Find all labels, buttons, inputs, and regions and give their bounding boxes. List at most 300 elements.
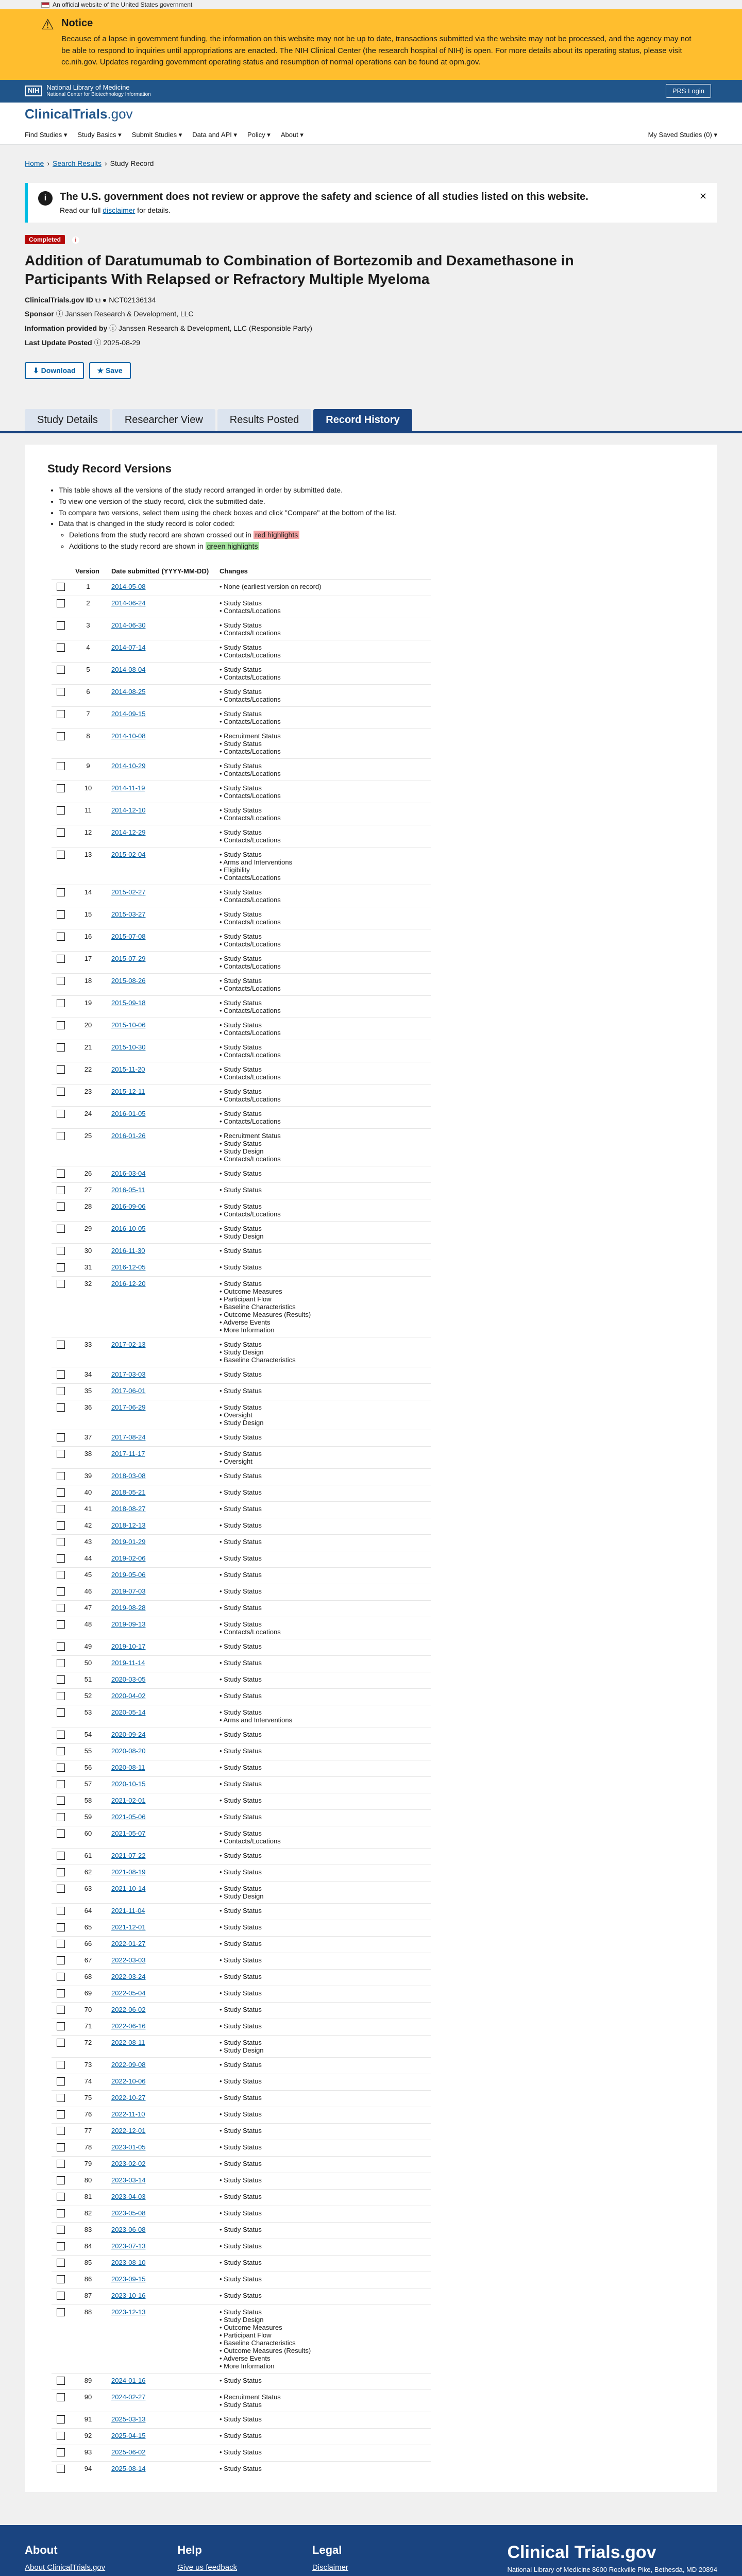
col-changes: Changes bbox=[220, 567, 248, 575]
footer-link[interactable]: About ClinicalTrials.gov bbox=[25, 2563, 106, 2572]
compare-checkbox[interactable] bbox=[57, 828, 65, 837]
change-item: • Study Status bbox=[220, 2110, 426, 2118]
table-row bbox=[52, 729, 431, 759]
compare-checkbox[interactable] bbox=[57, 1604, 65, 1612]
version-date-link[interactable]: 2020-08-20 bbox=[111, 1747, 146, 1755]
version-date-link[interactable]: 2018-12-13 bbox=[111, 1521, 146, 1530]
compare-checkbox[interactable] bbox=[57, 2176, 65, 2184]
date-cell bbox=[106, 2124, 214, 2140]
compare-checkbox[interactable] bbox=[57, 1829, 65, 1838]
update-label: Last Update Posted bbox=[25, 338, 92, 347]
breadcrumb-home[interactable]: Home bbox=[25, 159, 44, 167]
version-date-link[interactable]: 2015-07-29 bbox=[111, 955, 146, 963]
select-cell bbox=[52, 1244, 70, 1260]
version-date-link[interactable]: 2014-05-08 bbox=[111, 583, 146, 591]
changes-cell bbox=[214, 996, 431, 1018]
version-number: 43 bbox=[70, 1535, 106, 1551]
version-number: 66 bbox=[70, 1937, 106, 1953]
version-date-link[interactable]: 2014-06-30 bbox=[111, 621, 146, 630]
prs-login-button[interactable]: PRS Login bbox=[666, 84, 711, 98]
compare-checkbox[interactable] bbox=[57, 2226, 65, 2234]
compare-checkbox[interactable] bbox=[57, 1225, 65, 1233]
footer-link[interactable]: Give us feedback bbox=[177, 2563, 238, 2572]
compare-checkbox[interactable] bbox=[57, 2432, 65, 2440]
version-date-link[interactable]: 2015-02-04 bbox=[111, 851, 146, 859]
compare-checkbox[interactable] bbox=[57, 1247, 65, 1255]
version-date-link[interactable]: 2019-10-17 bbox=[111, 1642, 146, 1651]
table-row bbox=[52, 1672, 431, 1689]
select-cell bbox=[52, 1920, 70, 1937]
select-cell bbox=[52, 1865, 70, 1882]
version-date-link[interactable]: 2022-09-08 bbox=[111, 2061, 146, 2069]
select-cell bbox=[52, 2074, 70, 2091]
select-cell bbox=[52, 1183, 70, 1199]
compare-checkbox[interactable] bbox=[57, 1813, 65, 1821]
compare-checkbox[interactable] bbox=[57, 1923, 65, 1931]
version-number: 48 bbox=[70, 1617, 106, 1639]
version-date-link[interactable]: 2018-08-27 bbox=[111, 1505, 146, 1513]
version-date-link[interactable]: 2016-03-04 bbox=[111, 1170, 146, 1178]
version-date-link[interactable]: 2022-06-02 bbox=[111, 2006, 146, 2014]
footer-link[interactable]: Disclaimer bbox=[312, 2563, 348, 2572]
compare-checkbox[interactable] bbox=[57, 2110, 65, 2119]
compare-checkbox[interactable] bbox=[57, 1620, 65, 1629]
table-row bbox=[52, 1430, 431, 1447]
changes-cell bbox=[214, 2462, 431, 2478]
compare-checkbox[interactable] bbox=[57, 1659, 65, 1667]
compare-checkbox[interactable] bbox=[57, 1341, 65, 1349]
version-date-link[interactable]: 2025-08-14 bbox=[111, 2465, 146, 2473]
change-item: • Recruitment Status bbox=[220, 732, 426, 740]
compare-checkbox[interactable] bbox=[57, 710, 65, 718]
version-date-link[interactable]: 2015-03-27 bbox=[111, 910, 146, 919]
version-date-link[interactable]: 2020-08-11 bbox=[111, 1764, 145, 1772]
compare-checkbox[interactable] bbox=[57, 1043, 65, 1052]
close-icon[interactable]: ✕ bbox=[699, 191, 707, 201]
version-date-link[interactable]: 2021-11-04 bbox=[111, 1907, 145, 1915]
compare-checkbox[interactable] bbox=[57, 2160, 65, 2168]
compare-checkbox[interactable] bbox=[57, 2094, 65, 2102]
change-item: • Outcome Measures bbox=[220, 2324, 426, 2331]
tab-results-posted[interactable]: Results Posted bbox=[217, 409, 312, 431]
compare-checkbox[interactable] bbox=[57, 1521, 65, 1530]
version-date-link[interactable]: 2022-03-24 bbox=[111, 1973, 146, 1981]
change-item: • Contacts/Locations bbox=[220, 748, 426, 755]
version-date-link[interactable]: 2019-02-06 bbox=[111, 1554, 146, 1563]
compare-checkbox[interactable] bbox=[57, 2143, 65, 2151]
version-date-link[interactable]: 2015-11-20 bbox=[111, 1065, 145, 1074]
compare-checkbox[interactable] bbox=[57, 599, 65, 607]
compare-checkbox[interactable] bbox=[57, 2465, 65, 2473]
compare-checkbox[interactable] bbox=[57, 1263, 65, 1272]
compare-checkbox[interactable] bbox=[57, 888, 65, 896]
compare-checkbox[interactable] bbox=[57, 1907, 65, 1915]
version-number: 15 bbox=[70, 907, 106, 929]
version-date-link[interactable]: 2023-06-08 bbox=[111, 2226, 146, 2234]
compare-checkbox[interactable] bbox=[57, 2393, 65, 2401]
compare-checkbox[interactable] bbox=[57, 1132, 65, 1140]
version-date-link[interactable]: 2016-01-26 bbox=[111, 1132, 146, 1140]
select-cell bbox=[52, 1760, 70, 1777]
info-circle-icon[interactable]: ⓘ bbox=[94, 338, 102, 347]
compare-checkbox[interactable] bbox=[57, 1472, 65, 1480]
compare-checkbox[interactable] bbox=[57, 666, 65, 674]
compare-checkbox[interactable] bbox=[57, 784, 65, 792]
date-cell bbox=[106, 759, 214, 781]
date-cell bbox=[106, 1865, 214, 1882]
compare-checkbox[interactable] bbox=[57, 1989, 65, 1997]
compare-checkbox[interactable] bbox=[57, 1973, 65, 1981]
version-date-link[interactable]: 2020-03-05 bbox=[111, 1675, 146, 1684]
disclaimer-link[interactable]: disclaimer bbox=[103, 206, 136, 214]
compare-checkbox[interactable] bbox=[57, 2039, 65, 2047]
table-row bbox=[52, 1584, 431, 1601]
nlm-logo[interactable] bbox=[25, 84, 151, 97]
version-date-link[interactable]: 2015-12-11 bbox=[111, 1088, 145, 1096]
select-cell bbox=[52, 1727, 70, 1744]
nav-policy[interactable]: Policy ▾ bbox=[247, 131, 271, 139]
version-date-link[interactable]: 2022-10-06 bbox=[111, 2077, 146, 2086]
compare-checkbox[interactable] bbox=[57, 999, 65, 1007]
info-circle-icon[interactable]: i bbox=[72, 236, 79, 244]
version-date-link[interactable]: 2020-09-24 bbox=[111, 1731, 146, 1739]
version-date-link[interactable]: 2023-03-14 bbox=[111, 2176, 146, 2184]
compare-checkbox[interactable] bbox=[57, 2127, 65, 2135]
change-item: • Study Status bbox=[220, 2193, 426, 2200]
nav-saved-studies[interactable]: My Saved Studies (0) ▾ bbox=[648, 131, 717, 139]
compare-checkbox[interactable] bbox=[57, 1403, 65, 1412]
version-date-link[interactable]: 2021-02-01 bbox=[111, 1797, 146, 1805]
version-date-link[interactable]: 2018-03-08 bbox=[111, 1472, 146, 1480]
compare-checkbox[interactable] bbox=[57, 806, 65, 815]
footer-logo[interactable] bbox=[507, 2544, 717, 2576]
select-cell bbox=[52, 1617, 70, 1639]
select-cell bbox=[52, 2289, 70, 2305]
compare-checkbox[interactable] bbox=[57, 1571, 65, 1579]
version-date-link[interactable]: 2022-05-04 bbox=[111, 1989, 146, 1997]
version-date-link[interactable]: 2023-05-08 bbox=[111, 2209, 146, 2217]
compare-checkbox[interactable] bbox=[57, 955, 65, 963]
nav-find-studies[interactable]: Find Studies ▾ bbox=[25, 131, 68, 139]
compare-checkbox[interactable] bbox=[57, 2448, 65, 2456]
table-row bbox=[52, 2190, 431, 2206]
compare-checkbox[interactable] bbox=[57, 1538, 65, 1546]
breadcrumb-search[interactable]: Search Results bbox=[53, 159, 102, 167]
version-date-link[interactable]: 2019-09-13 bbox=[111, 1620, 146, 1629]
version-date-link[interactable]: 2020-04-02 bbox=[111, 1692, 146, 1700]
change-item: • Contacts/Locations bbox=[220, 1837, 426, 1845]
version-date-link[interactable]: 2016-05-11 bbox=[111, 1186, 145, 1194]
nav-study-basics[interactable]: Study Basics ▾ bbox=[77, 131, 122, 139]
change-item: • Study Status bbox=[220, 1940, 426, 1947]
version-date-link[interactable]: 2021-12-01 bbox=[111, 1923, 146, 1931]
compare-checkbox[interactable] bbox=[57, 1885, 65, 1893]
changes-cell bbox=[214, 685, 431, 707]
change-item: • Study Status bbox=[220, 1505, 426, 1513]
compare-checkbox[interactable] bbox=[57, 1370, 65, 1379]
change-item: • Study Status bbox=[220, 2275, 426, 2283]
status-text: Completed bbox=[29, 235, 61, 243]
version-date-link[interactable]: 2023-09-15 bbox=[111, 2275, 146, 2283]
deletion-text: Deletions from the study record are shown crossed out in bbox=[69, 531, 252, 539]
version-date-link[interactable]: 2020-05-14 bbox=[111, 1708, 146, 1717]
version-date-link[interactable]: 2014-12-29 bbox=[111, 828, 146, 837]
sponsor-label: Sponsor bbox=[25, 310, 54, 318]
tab-study-details[interactable]: Study Details bbox=[25, 409, 110, 431]
compare-checkbox[interactable] bbox=[57, 2292, 65, 2300]
version-number: 90 bbox=[70, 2390, 106, 2412]
compare-checkbox[interactable] bbox=[57, 1280, 65, 1288]
compare-checkbox[interactable] bbox=[57, 688, 65, 696]
version-date-link[interactable]: 2017-06-29 bbox=[111, 1403, 146, 1412]
version-date-link[interactable]: 2023-07-13 bbox=[111, 2242, 146, 2250]
version-date-link[interactable]: 2022-06-16 bbox=[111, 2022, 146, 2030]
compare-checkbox[interactable] bbox=[57, 1747, 65, 1755]
select-cell bbox=[52, 2305, 70, 2374]
nav-submit-studies[interactable]: Submit Studies ▾ bbox=[131, 131, 182, 139]
save-button[interactable] bbox=[89, 362, 131, 379]
version-date-link[interactable]: 2017-03-03 bbox=[111, 1370, 146, 1379]
info-circle-icon[interactable]: ⓘ bbox=[56, 310, 63, 318]
select-cell bbox=[52, 1107, 70, 1129]
version-date-link[interactable]: 2022-11-10 bbox=[111, 2110, 145, 2119]
compare-checkbox[interactable] bbox=[57, 2242, 65, 2250]
compare-checkbox[interactable] bbox=[57, 643, 65, 652]
compare-checkbox[interactable] bbox=[57, 1505, 65, 1513]
version-number: 85 bbox=[70, 2256, 106, 2272]
compare-checkbox[interactable] bbox=[57, 1956, 65, 1964]
version-date-link[interactable]: 2023-08-10 bbox=[111, 2259, 146, 2267]
compare-checkbox[interactable] bbox=[57, 732, 65, 740]
compare-checkbox[interactable] bbox=[57, 1488, 65, 1497]
compare-checkbox[interactable] bbox=[57, 1065, 65, 1074]
version-date-link[interactable]: 2015-09-18 bbox=[111, 999, 146, 1007]
version-date-link[interactable]: 2019-11-14 bbox=[111, 1659, 145, 1667]
compare-checkbox[interactable] bbox=[57, 1088, 65, 1096]
version-date-link[interactable]: 2022-01-27 bbox=[111, 1940, 146, 1948]
change-item: • Contacts/Locations bbox=[220, 1155, 426, 1163]
version-date-link[interactable]: 2016-01-05 bbox=[111, 1110, 146, 1118]
version-date-link[interactable]: 2021-05-06 bbox=[111, 1813, 146, 1821]
change-item: • Study Status bbox=[220, 2242, 426, 2250]
nav-about[interactable]: About ▾ bbox=[280, 131, 303, 139]
compare-checkbox[interactable] bbox=[57, 2209, 65, 2217]
version-date-link[interactable]: 2024-01-16 bbox=[111, 2377, 146, 2385]
compare-checkbox[interactable] bbox=[57, 1692, 65, 1700]
compare-checkbox[interactable] bbox=[57, 910, 65, 919]
changes-cell bbox=[214, 759, 431, 781]
version-date-link[interactable]: 2022-12-01 bbox=[111, 2127, 146, 2135]
compare-checkbox[interactable] bbox=[57, 1780, 65, 1788]
compare-checkbox[interactable] bbox=[57, 2061, 65, 2069]
status-info[interactable] bbox=[65, 236, 79, 244]
change-item: • Study Status bbox=[220, 977, 426, 985]
version-date-link[interactable]: 2018-05-21 bbox=[111, 1488, 146, 1497]
version-number: 77 bbox=[70, 2124, 106, 2140]
version-date-link[interactable]: 2023-10-16 bbox=[111, 2292, 146, 2300]
table-row bbox=[52, 1744, 431, 1760]
version-date-link[interactable]: 2017-06-01 bbox=[111, 1387, 146, 1395]
version-date-link[interactable]: 2016-12-05 bbox=[111, 1263, 146, 1272]
compare-checkbox[interactable] bbox=[57, 2193, 65, 2201]
version-date-link[interactable]: 2021-05-07 bbox=[111, 1829, 146, 1838]
version-date-link[interactable]: 2025-04-15 bbox=[111, 2432, 146, 2440]
tab-record-history[interactable]: Record History bbox=[313, 409, 412, 431]
version-date-link[interactable]: 2020-10-15 bbox=[111, 1780, 146, 1788]
version-date-link[interactable]: 2019-05-06 bbox=[111, 1571, 146, 1579]
version-date-link[interactable]: 2015-08-26 bbox=[111, 977, 146, 985]
date-cell bbox=[106, 781, 214, 803]
footer-help-title: Help bbox=[177, 2544, 202, 2557]
compare-checkbox[interactable] bbox=[57, 1186, 65, 1194]
version-date-link[interactable]: 2015-07-08 bbox=[111, 933, 146, 941]
compare-checkbox[interactable] bbox=[57, 1675, 65, 1684]
nav-data-api[interactable]: Data and API ▾ bbox=[192, 131, 238, 139]
compare-checkbox[interactable] bbox=[57, 1110, 65, 1118]
change-item: • Study Status bbox=[220, 1403, 426, 1411]
version-date-link[interactable]: 2014-10-08 bbox=[111, 732, 146, 740]
version-number: 51 bbox=[70, 1672, 106, 1689]
date-cell bbox=[106, 2107, 214, 2124]
compare-checkbox[interactable] bbox=[57, 2275, 65, 2283]
compare-checkbox[interactable] bbox=[57, 1433, 65, 1442]
version-number: 86 bbox=[70, 2272, 106, 2289]
compare-checkbox[interactable] bbox=[57, 1554, 65, 1563]
version-date-link[interactable]: 2015-02-27 bbox=[111, 888, 146, 896]
version-date-link[interactable]: 2015-10-30 bbox=[111, 1043, 146, 1052]
version-date-link[interactable]: 2023-02-02 bbox=[111, 2160, 146, 2168]
version-date-link[interactable]: 2017-08-24 bbox=[111, 1433, 146, 1442]
date-cell bbox=[106, 1222, 214, 1244]
instruction-item: • This table shows all the versions of the study record arranged in order by submitted date. bbox=[59, 485, 695, 496]
version-number: 14 bbox=[70, 885, 106, 907]
version-date-link[interactable]: 2016-11-30 bbox=[111, 1247, 145, 1255]
compare-checkbox[interactable] bbox=[57, 1764, 65, 1772]
date-cell bbox=[106, 2003, 214, 2019]
version-date-link[interactable]: 2014-10-29 bbox=[111, 762, 146, 770]
compare-checkbox[interactable] bbox=[57, 2077, 65, 2086]
changes-cell bbox=[214, 1727, 431, 1744]
change-item: • Contacts/Locations bbox=[220, 718, 426, 725]
date-cell bbox=[106, 1277, 214, 1337]
version-date-link[interactable]: 2025-06-02 bbox=[111, 2448, 146, 2456]
compare-checkbox[interactable] bbox=[57, 583, 65, 591]
select-cell bbox=[52, 2036, 70, 2058]
version-date-link[interactable]: 2021-07-22 bbox=[111, 1852, 146, 1860]
addition-text: Additions to the study record are shown in bbox=[69, 541, 204, 550]
compare-checkbox[interactable] bbox=[57, 1868, 65, 1876]
date-cell bbox=[106, 1430, 214, 1447]
version-number: 93 bbox=[70, 2445, 106, 2462]
version-date-link[interactable]: 2016-09-06 bbox=[111, 1202, 146, 1211]
version-date-link[interactable]: 2017-02-13 bbox=[111, 1341, 146, 1349]
date-cell bbox=[106, 2058, 214, 2074]
compare-checkbox[interactable] bbox=[57, 1450, 65, 1458]
version-date-link[interactable]: 2014-08-25 bbox=[111, 688, 146, 696]
site-logo[interactable] bbox=[25, 106, 133, 122]
version-date-link[interactable]: 2019-01-29 bbox=[111, 1538, 146, 1546]
version-date-link[interactable]: 2015-10-06 bbox=[111, 1021, 146, 1029]
compare-checkbox[interactable] bbox=[57, 1202, 65, 1211]
compare-checkbox[interactable] bbox=[57, 1387, 65, 1395]
change-item: • Study Status bbox=[220, 2006, 426, 2013]
sponsor-line bbox=[25, 309, 717, 319]
compare-checkbox[interactable] bbox=[57, 2377, 65, 2385]
info-circle-icon[interactable]: ⓘ bbox=[109, 324, 117, 333]
version-number: 13 bbox=[70, 848, 106, 885]
compare-checkbox[interactable] bbox=[57, 1852, 65, 1860]
version-date-link[interactable]: 2023-12-13 bbox=[111, 2308, 146, 2316]
version-number: 57 bbox=[70, 1777, 106, 1793]
version-date-link[interactable]: 2014-11-19 bbox=[111, 784, 145, 792]
version-number: 10 bbox=[70, 781, 106, 803]
version-date-link[interactable]: 2014-06-24 bbox=[111, 599, 146, 607]
brand-name: ClinicalTrials bbox=[25, 106, 108, 122]
copy-icon[interactable]: ⧉ bbox=[95, 296, 100, 304]
version-date-link[interactable]: 2022-03-03 bbox=[111, 1956, 146, 1964]
compare-checkbox[interactable] bbox=[57, 1170, 65, 1178]
version-date-link[interactable]: 2021-08-19 bbox=[111, 1868, 146, 1876]
version-date-link[interactable]: 2016-10-05 bbox=[111, 1225, 146, 1233]
compare-checkbox[interactable] bbox=[57, 1642, 65, 1651]
changes-cell bbox=[214, 1617, 431, 1639]
compare-checkbox[interactable] bbox=[57, 2415, 65, 2424]
download-button[interactable] bbox=[25, 362, 84, 379]
version-date-link[interactable]: 2019-07-03 bbox=[111, 1587, 146, 1596]
version-number: 87 bbox=[70, 2289, 106, 2305]
compare-checkbox[interactable] bbox=[57, 1587, 65, 1596]
changes-cell bbox=[214, 1937, 431, 1953]
change-item: • Oversight bbox=[220, 1411, 426, 1419]
compare-checkbox[interactable] bbox=[57, 621, 65, 630]
compare-checkbox[interactable] bbox=[57, 2308, 65, 2316]
version-date-link[interactable]: 2022-08-11 bbox=[111, 2039, 145, 2047]
version-date-link[interactable]: 2017-11-17 bbox=[111, 1450, 145, 1458]
changes-cell bbox=[214, 1129, 431, 1166]
date-cell bbox=[106, 1826, 214, 1849]
version-date-link[interactable]: 2014-09-15 bbox=[111, 710, 146, 718]
main-nav bbox=[0, 126, 742, 145]
compare-checkbox[interactable] bbox=[57, 977, 65, 985]
select-cell bbox=[52, 707, 70, 729]
version-date-link[interactable]: 2025-03-13 bbox=[111, 2415, 146, 2424]
compare-checkbox[interactable] bbox=[57, 1731, 65, 1739]
compare-checkbox[interactable] bbox=[57, 762, 65, 770]
compare-checkbox[interactable] bbox=[57, 2006, 65, 2014]
version-date-link[interactable]: 2014-12-10 bbox=[111, 806, 146, 815]
version-date-link[interactable]: 2019-08-28 bbox=[111, 1604, 146, 1612]
compare-checkbox[interactable] bbox=[57, 933, 65, 941]
tab-researcher-view[interactable]: Researcher View bbox=[112, 409, 215, 431]
version-date-link[interactable]: 2014-08-04 bbox=[111, 666, 146, 674]
compare-checkbox[interactable] bbox=[57, 2022, 65, 2030]
change-item: • Study Status bbox=[220, 1370, 426, 1378]
version-date-link[interactable]: 2016-12-20 bbox=[111, 1280, 146, 1288]
version-date-link[interactable]: 2022-10-27 bbox=[111, 2094, 146, 2102]
version-date-link[interactable]: 2023-01-05 bbox=[111, 2143, 146, 2151]
compare-checkbox[interactable] bbox=[57, 2259, 65, 2267]
version-date-link[interactable]: 2014-07-14 bbox=[111, 643, 146, 652]
compare-checkbox[interactable] bbox=[57, 1708, 65, 1717]
version-date-link[interactable]: 2024-02-27 bbox=[111, 2393, 146, 2401]
version-date-link[interactable]: 2021-10-14 bbox=[111, 1885, 146, 1893]
select-cell bbox=[52, 1040, 70, 1062]
compare-checkbox[interactable] bbox=[57, 1940, 65, 1948]
version-date-link[interactable]: 2023-04-03 bbox=[111, 2193, 146, 2201]
compare-checkbox[interactable] bbox=[57, 1797, 65, 1805]
compare-checkbox[interactable] bbox=[57, 851, 65, 859]
compare-checkbox[interactable] bbox=[57, 1021, 65, 1029]
